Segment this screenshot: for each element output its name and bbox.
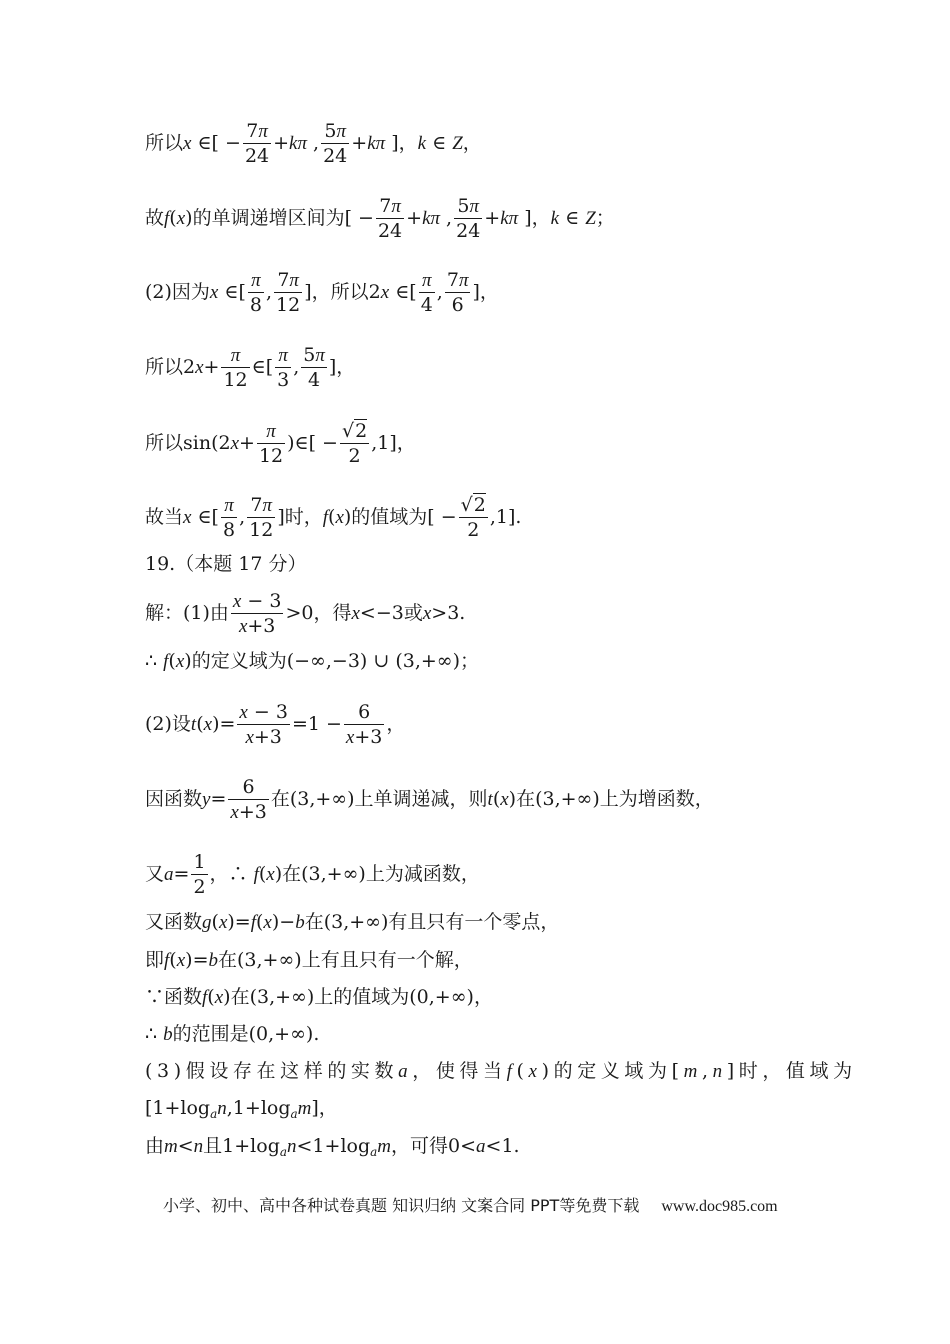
solution-line-1: 所以x ∈[ − $\frac{7\pi}{24}$ +kπ , $\frac{5\pi}{24}$ +kπ ]，k ∈ Z，	[145, 120, 482, 167]
solution-line-5: 所以sin(2x+ $\frac{\pi}{12}$ )∈[ − $\frac{√2}{2}$ ,1]，	[145, 420, 416, 467]
footer-text: 小学、初中、高中各种试卷真题 知识归纳 文案合同 PPT等免费下载	[163, 1196, 640, 1215]
solution-line-2: 故f(x)的单调递增区间为[ − $\frac{7\pi}{24}$ +kπ , $\frac{5\pi}{24}$ +kπ ]，k ∈ Z；	[145, 195, 615, 242]
solution-line-19: 由m<n且$1+\log_an<1+\log_am$，可得0<a<1.	[145, 1135, 520, 1159]
solution-line-4: 所以2x+ $\frac{\pi}{12}$ ∈[ $\frac{\pi}{3}$ , $\frac{5\pi}{4}$ ]，	[145, 344, 356, 391]
solution-line-13: 又函数g(x)=f(x)−b在(3,+∞)有且只有一个零点，	[145, 911, 560, 933]
solution-line-14: 即f(x)=b在(3,+∞)上有且只有一个解，	[145, 949, 473, 971]
footer-url: www.doc985.com	[661, 1198, 778, 1215]
solution-line-9: ∴ f(x)的定义域为(−∞,−3) ∪ (3,+∞)；	[145, 650, 480, 672]
solution-line-16: ∴ b的范围是(0,+∞).	[145, 1023, 320, 1045]
solution-line-10: (2)设t(x)= $\frac{x - 3}{x+3}$ =1 − $\frac{6}{x+3}$ ，	[145, 701, 406, 748]
solution-line-15: ∵函数f(x)在(3,+∞)上的值域为(0,+∞)，	[145, 986, 493, 1008]
solution-line-8: 解：(1)由 $\frac{x - 3}{x+3}$ >0，得x<−3或x>3.	[145, 590, 466, 637]
solution-line-18: $[1+\log_an,1+\log_am]$，	[145, 1097, 338, 1121]
solution-line-12: 又a= $\frac{1}{2}$ ，∴ f(x)在(3,+∞)上为减函数，	[145, 851, 480, 898]
solution-line-17: (3)假设存在这样的实数a，使得当f(x)的定义域为[m,n]时，值域为	[145, 1060, 857, 1082]
solution-line-6: 故当x ∈[ $\frac{\pi}{8}$ , $\frac{7\pi}{12}$ ]时，f(x)的值域为[ − $\frac{√2}{2}$ ,1].	[145, 494, 522, 541]
page-footer	[163, 1193, 778, 1216]
solution-line-11: 因函数y= $\frac{6}{x+3}$ 在(3,+∞)上单调递减，则t(x)在(3,+∞)上为增函数，	[145, 776, 714, 823]
problem-19-header: 19.（本题 17 分）	[145, 553, 307, 575]
solution-line-3: (2)因为x ∈[ $\frac{\pi}{8}$ , $\frac{7\pi}{12}$ ]，所以2x ∈[ $\frac{\pi}{4}$ , $\frac{7\pi}{6}$ ]，	[145, 269, 499, 316]
